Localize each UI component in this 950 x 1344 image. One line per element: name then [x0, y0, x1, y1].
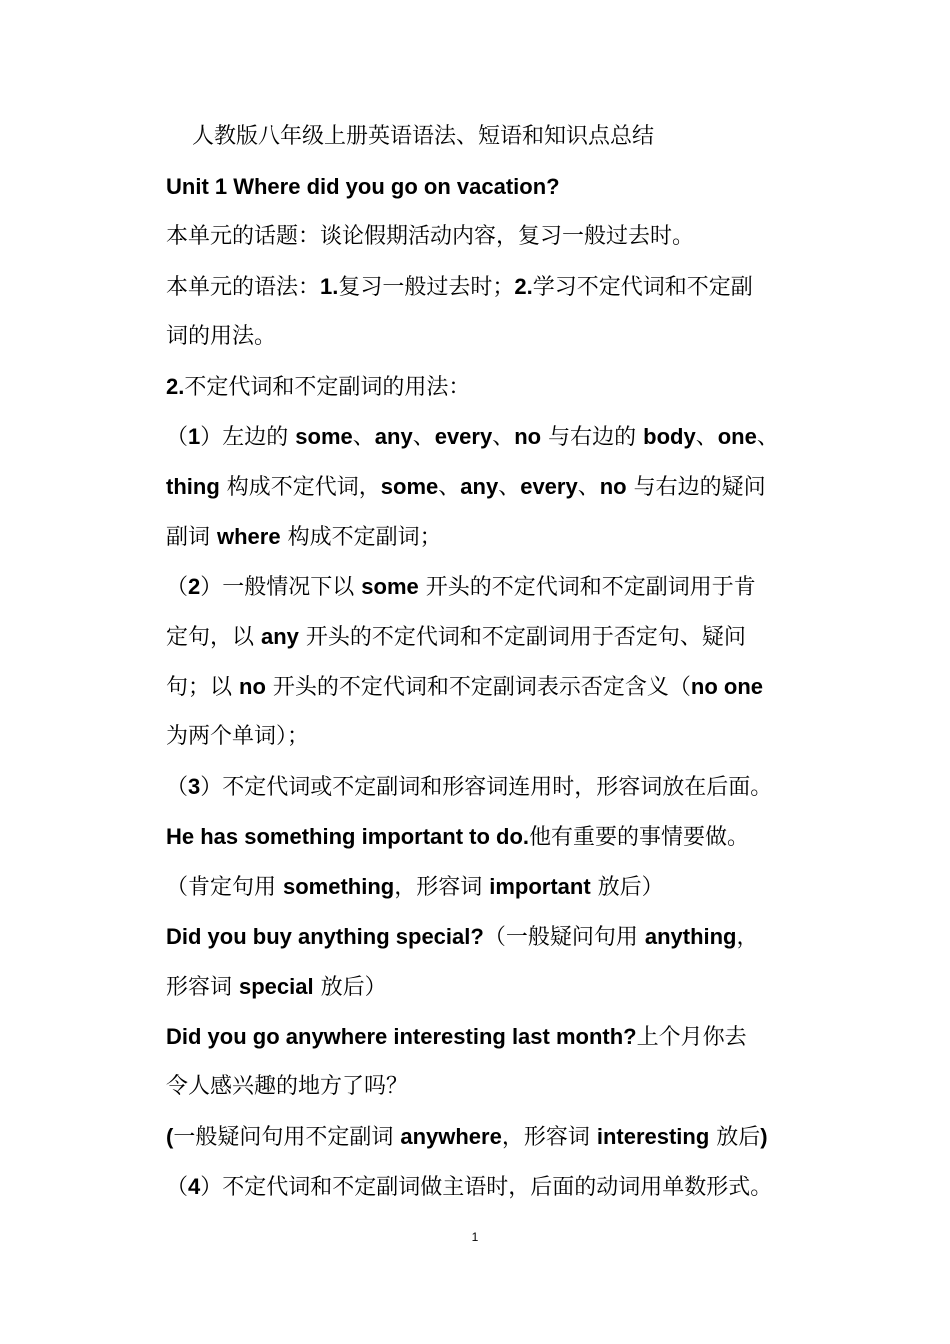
- text-run: （: [166, 1175, 189, 1200]
- text-run: 、: [695, 425, 718, 450]
- bold-run: any: [374, 424, 413, 449]
- bold-run: 1.: [320, 274, 339, 299]
- bold-run: 2: [188, 574, 201, 599]
- bold-run: 2.: [166, 374, 185, 399]
- text-line: [166, 1162, 816, 1212]
- text-run: 学习不定代词和不定副: [532, 275, 753, 300]
- text-run: 本单元的话题：谈论假期活动内容，复习一般过去时。: [166, 224, 695, 249]
- text-run: （一般疑问句用: [483, 925, 645, 950]
- page-number: 1: [471, 1230, 479, 1244]
- text-run: 副词: [166, 525, 217, 550]
- text-line: [166, 262, 816, 312]
- text-run: ）一般情况下以: [200, 575, 362, 600]
- text-line: [166, 612, 816, 662]
- text-run: ，形容词: [394, 875, 490, 900]
- text-run: 、: [412, 425, 435, 450]
- text-line: [166, 1112, 816, 1162]
- text-run: 上个月你去: [636, 1025, 747, 1050]
- text-run: ）不定代词和不定副词做主语时，后面的动词用单数形式。: [200, 1175, 773, 1200]
- text-line: [166, 1062, 816, 1112]
- text-run: 构成不定代词，: [219, 475, 381, 500]
- text-run: 他有重要的事情要做。: [529, 825, 750, 850]
- bold-run: no one: [690, 674, 763, 699]
- text-run: ）不定代词或不定副词和形容词连用时，形容词放在后面。: [200, 775, 773, 800]
- text-line: [166, 162, 816, 212]
- text-line: [166, 212, 816, 262]
- text-line: [166, 412, 816, 462]
- bold-run: 4: [188, 1174, 201, 1199]
- text-run: ）左边的: [200, 425, 296, 450]
- text-line: [166, 312, 816, 362]
- text-line: [166, 862, 816, 912]
- text-run: 开头的不定代词和不定副词用于肯: [418, 575, 756, 600]
- text-run: 放后）: [313, 975, 387, 1000]
- bold-run: 2.: [514, 274, 533, 299]
- text-run: 开头的不定代词和不定副词用于否定句、疑问: [298, 625, 746, 650]
- text-run: 构成不定副词；: [280, 525, 442, 550]
- bold-run: 3: [188, 774, 201, 799]
- text-line: [166, 762, 816, 812]
- bold-run: 1: [188, 424, 201, 449]
- text-run: 开头的不定代词和不定副词表示否定含义（: [265, 675, 691, 700]
- text-run: 、: [352, 425, 375, 450]
- bold-run: something: [283, 874, 395, 899]
- text-line: [166, 962, 816, 1012]
- document-body: [166, 112, 816, 1212]
- text-run: 不定代词和不定副词的用法：: [184, 375, 471, 400]
- text-run: 、: [756, 425, 779, 450]
- bold-run: important: [489, 874, 591, 899]
- bold-run: anywhere: [400, 1124, 502, 1149]
- bold-run: where: [217, 524, 281, 549]
- text-line: [166, 362, 816, 412]
- text-run: 复习一般过去时；: [338, 275, 515, 300]
- text-run: （: [166, 425, 189, 450]
- bold-run: He has something important to do.: [166, 824, 530, 849]
- bold-run: Unit 1 Where did you go on vacation?: [166, 174, 560, 199]
- document-lines: [166, 162, 816, 1212]
- bold-run: some: [295, 424, 353, 449]
- text-run: 为两个单词）；: [166, 724, 310, 749]
- bold-run: (: [166, 1124, 174, 1149]
- text-run: 放后）: [590, 875, 664, 900]
- text-line: [166, 1012, 816, 1062]
- text-run: 、: [498, 475, 521, 500]
- text-run: 定句，以: [166, 625, 261, 650]
- document-title: 人教版八年级上册英语语法、短语和知识点总结: [192, 124, 655, 149]
- text-run: 形容词: [166, 975, 239, 1000]
- text-run: ，: [736, 925, 759, 950]
- bold-run: body: [643, 424, 696, 449]
- text-run: 本单元的语法：: [166, 275, 321, 300]
- bold-run: no: [599, 474, 627, 499]
- bold-run: no: [239, 674, 266, 699]
- bold-run: some: [361, 574, 419, 599]
- text-run: 与右边的: [541, 425, 644, 450]
- text-run: （: [166, 775, 189, 800]
- text-line: [166, 562, 816, 612]
- text-run: 一般疑问句用不定副词: [173, 1125, 401, 1150]
- bold-run: one: [717, 424, 757, 449]
- text-line: [166, 712, 816, 762]
- bold-run: anything: [644, 924, 737, 949]
- bold-run: special: [239, 974, 314, 999]
- text-line: [166, 512, 816, 562]
- bold-run: thing: [166, 474, 220, 499]
- bold-run: interesting: [596, 1124, 710, 1149]
- text-run: 、: [492, 425, 515, 450]
- text-line: [166, 812, 816, 862]
- bold-run: any: [261, 624, 299, 649]
- text-run: 句；以: [166, 675, 239, 700]
- bold-run: no: [514, 424, 542, 449]
- text-run: 词的用法。: [166, 324, 277, 349]
- text-run: （: [166, 575, 189, 600]
- text-line: [166, 912, 816, 962]
- text-run: 与右边的疑问: [626, 475, 766, 500]
- text-run: 放后: [709, 1125, 761, 1150]
- text-run: ，形容词: [501, 1125, 597, 1150]
- bold-run: every: [434, 424, 493, 449]
- text-run: 、: [438, 475, 461, 500]
- bold-run: some: [380, 474, 439, 499]
- bold-run: any: [460, 474, 499, 499]
- bold-run: Did you buy anything special?: [166, 924, 484, 949]
- text-run: 令人感兴趣的地方了吗？: [166, 1074, 409, 1099]
- text-run: （肯定句用: [166, 875, 283, 900]
- text-line: [166, 662, 816, 712]
- bold-run: every: [520, 474, 578, 499]
- bold-run: Did you go anywhere interesting last month?: [166, 1024, 637, 1049]
- text-line: [166, 462, 816, 512]
- bold-run: ): [760, 1124, 768, 1149]
- text-run: 、: [577, 475, 600, 500]
